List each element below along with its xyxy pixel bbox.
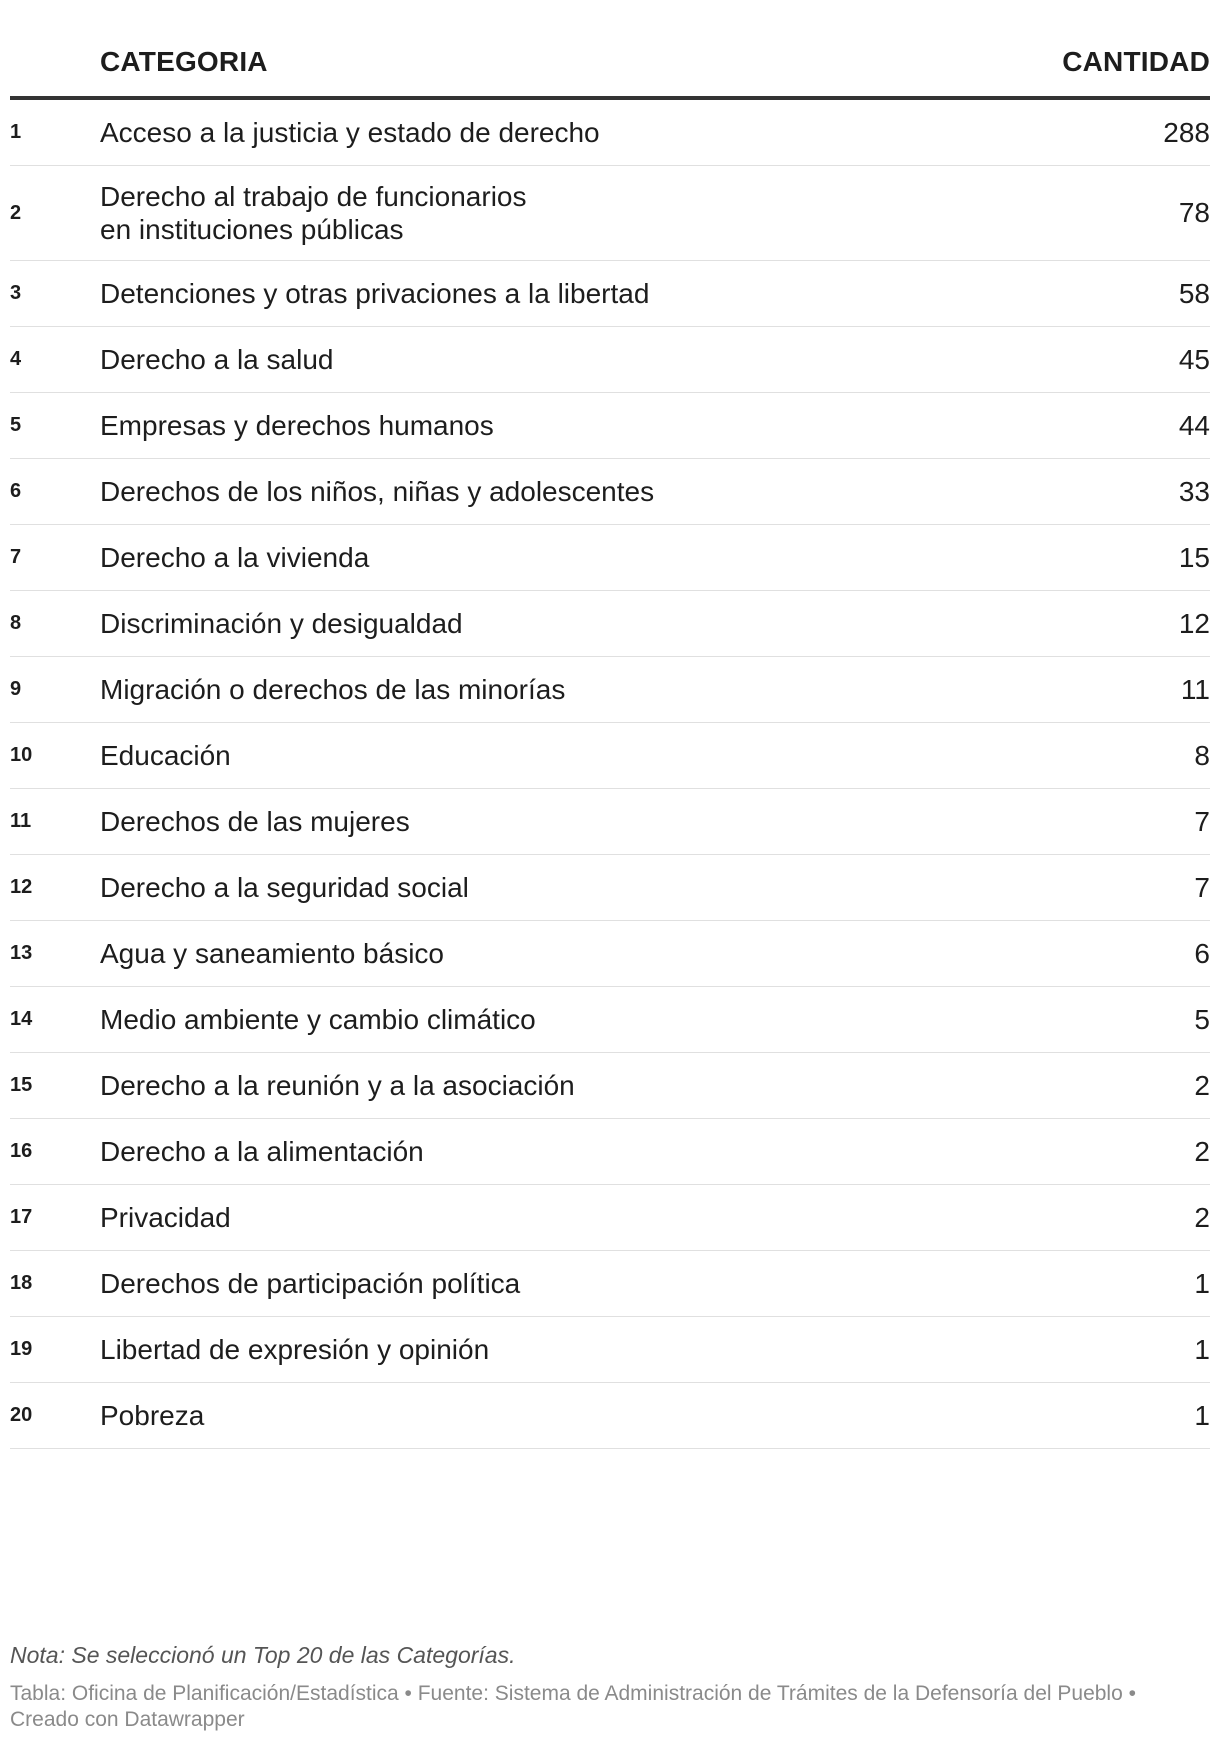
row-rank: 12	[10, 876, 33, 898]
row-quantity: 33	[1178, 475, 1210, 507]
table-row	[10, 1383, 1210, 1449]
row-quantity: 2	[1194, 1201, 1210, 1233]
row-category: Educación	[100, 740, 231, 771]
table-row	[10, 459, 1210, 525]
table-row	[10, 327, 1210, 393]
row-quantity: 1	[1194, 1267, 1210, 1299]
row-category: Derechos de las mujeres	[100, 806, 410, 837]
row-category: Derecho a la vivienda	[100, 542, 370, 573]
table-row	[10, 921, 1210, 987]
table-header	[10, 0, 1210, 100]
row-quantity: 45	[1178, 343, 1210, 375]
row-rank: 10	[10, 744, 33, 766]
row-quantity: 58	[1178, 277, 1210, 309]
table-row	[10, 261, 1210, 327]
row-category: Discriminación y desigualdad	[100, 608, 463, 639]
row-quantity: 2	[1194, 1135, 1210, 1167]
row-quantity: 6	[1194, 937, 1210, 969]
row-rank: 19	[10, 1338, 33, 1360]
table-row	[10, 723, 1210, 789]
row-category: Derecho a la alimentación	[100, 1136, 424, 1167]
row-category: Medio ambiente y cambio climático	[100, 1004, 536, 1035]
table-row	[10, 789, 1210, 855]
row-quantity: 44	[1178, 409, 1210, 441]
row-rank: 14	[10, 1008, 33, 1030]
row-rank: 3	[10, 282, 22, 304]
row-category: Migración o derechos de las minorías	[100, 674, 566, 705]
table-row	[10, 1119, 1210, 1185]
row-rank: 13	[10, 942, 33, 964]
row-quantity: 288	[1163, 116, 1210, 148]
row-rank: 17	[10, 1206, 33, 1228]
row-quantity: 1	[1194, 1399, 1210, 1431]
row-quantity: 2	[1194, 1069, 1210, 1101]
row-quantity: 8	[1194, 739, 1210, 771]
row-category: Derechos de los niños, niñas y adolescentes	[100, 476, 655, 507]
row-rank: 1	[10, 121, 22, 143]
column-header-quantity[interactable]: CANTIDAD	[1062, 46, 1210, 77]
row-rank: 4	[10, 348, 22, 370]
table-row	[10, 1185, 1210, 1251]
row-rank: 15	[10, 1074, 33, 1096]
table-row	[10, 1317, 1210, 1383]
row-category: Derecho a la seguridad social	[100, 872, 469, 903]
row-rank: 18	[10, 1272, 33, 1294]
table-row	[10, 525, 1210, 591]
row-category: Derecho al trabajo de funcionarios en instituciones públicas	[100, 181, 527, 245]
row-category: Acceso a la justicia y estado de derecho	[100, 117, 600, 148]
table-row	[10, 591, 1210, 657]
table-row	[10, 855, 1210, 921]
row-category: Empresas y derechos humanos	[100, 410, 494, 441]
row-category: Pobreza	[100, 1400, 205, 1431]
row-rank: 8	[10, 612, 22, 634]
row-rank: 5	[10, 414, 22, 436]
table-row	[10, 100, 1210, 166]
row-category: Libertad de expresión y opinión	[100, 1334, 490, 1365]
table-row	[10, 393, 1210, 459]
row-category: Detenciones y otras privaciones a la libertad	[100, 278, 650, 309]
row-rank: 6	[10, 480, 22, 502]
row-category: Privacidad	[100, 1202, 231, 1233]
table-row	[10, 1251, 1210, 1317]
table-row	[10, 166, 1210, 261]
row-rank: 2	[10, 201, 22, 224]
row-quantity: 7	[1194, 805, 1210, 837]
row-quantity: 5	[1194, 1003, 1210, 1035]
row-category: Derecho a la salud	[100, 344, 334, 375]
row-rank: 9	[10, 678, 22, 700]
row-category: Derecho a la reunión y a la asociación	[100, 1070, 575, 1101]
row-rank: 20	[10, 1404, 33, 1426]
row-category: Agua y saneamiento básico	[100, 938, 444, 969]
table-row	[10, 657, 1210, 723]
source-text: Tabla: Oficina de Planificación/Estadística • Fuente: Sistema de Administración de Trámites de la Defensoría del Pueblo • Creado con Datawrapper	[10, 1682, 1136, 1731]
row-quantity: 11	[1180, 673, 1210, 705]
row-quantity: 78	[1178, 197, 1210, 228]
row-quantity: 15	[1178, 541, 1210, 573]
table-row	[10, 1053, 1210, 1119]
row-quantity: 1	[1194, 1333, 1210, 1365]
column-header-category[interactable]: CATEGORIA	[100, 46, 268, 77]
note-text: Nota: Se seleccionó un Top 20 de las Categorías.	[10, 1642, 516, 1668]
chart-notes	[10, 1642, 1210, 1733]
row-rank: 11	[10, 810, 32, 832]
row-category: Derechos de participación política	[100, 1268, 521, 1299]
row-quantity: 12	[1178, 607, 1210, 639]
table-row	[10, 987, 1210, 1053]
row-rank: 7	[10, 546, 22, 568]
data-table	[10, 0, 1210, 1449]
row-quantity: 7	[1194, 871, 1210, 903]
table-body	[10, 100, 1210, 1449]
row-rank: 16	[10, 1140, 33, 1162]
